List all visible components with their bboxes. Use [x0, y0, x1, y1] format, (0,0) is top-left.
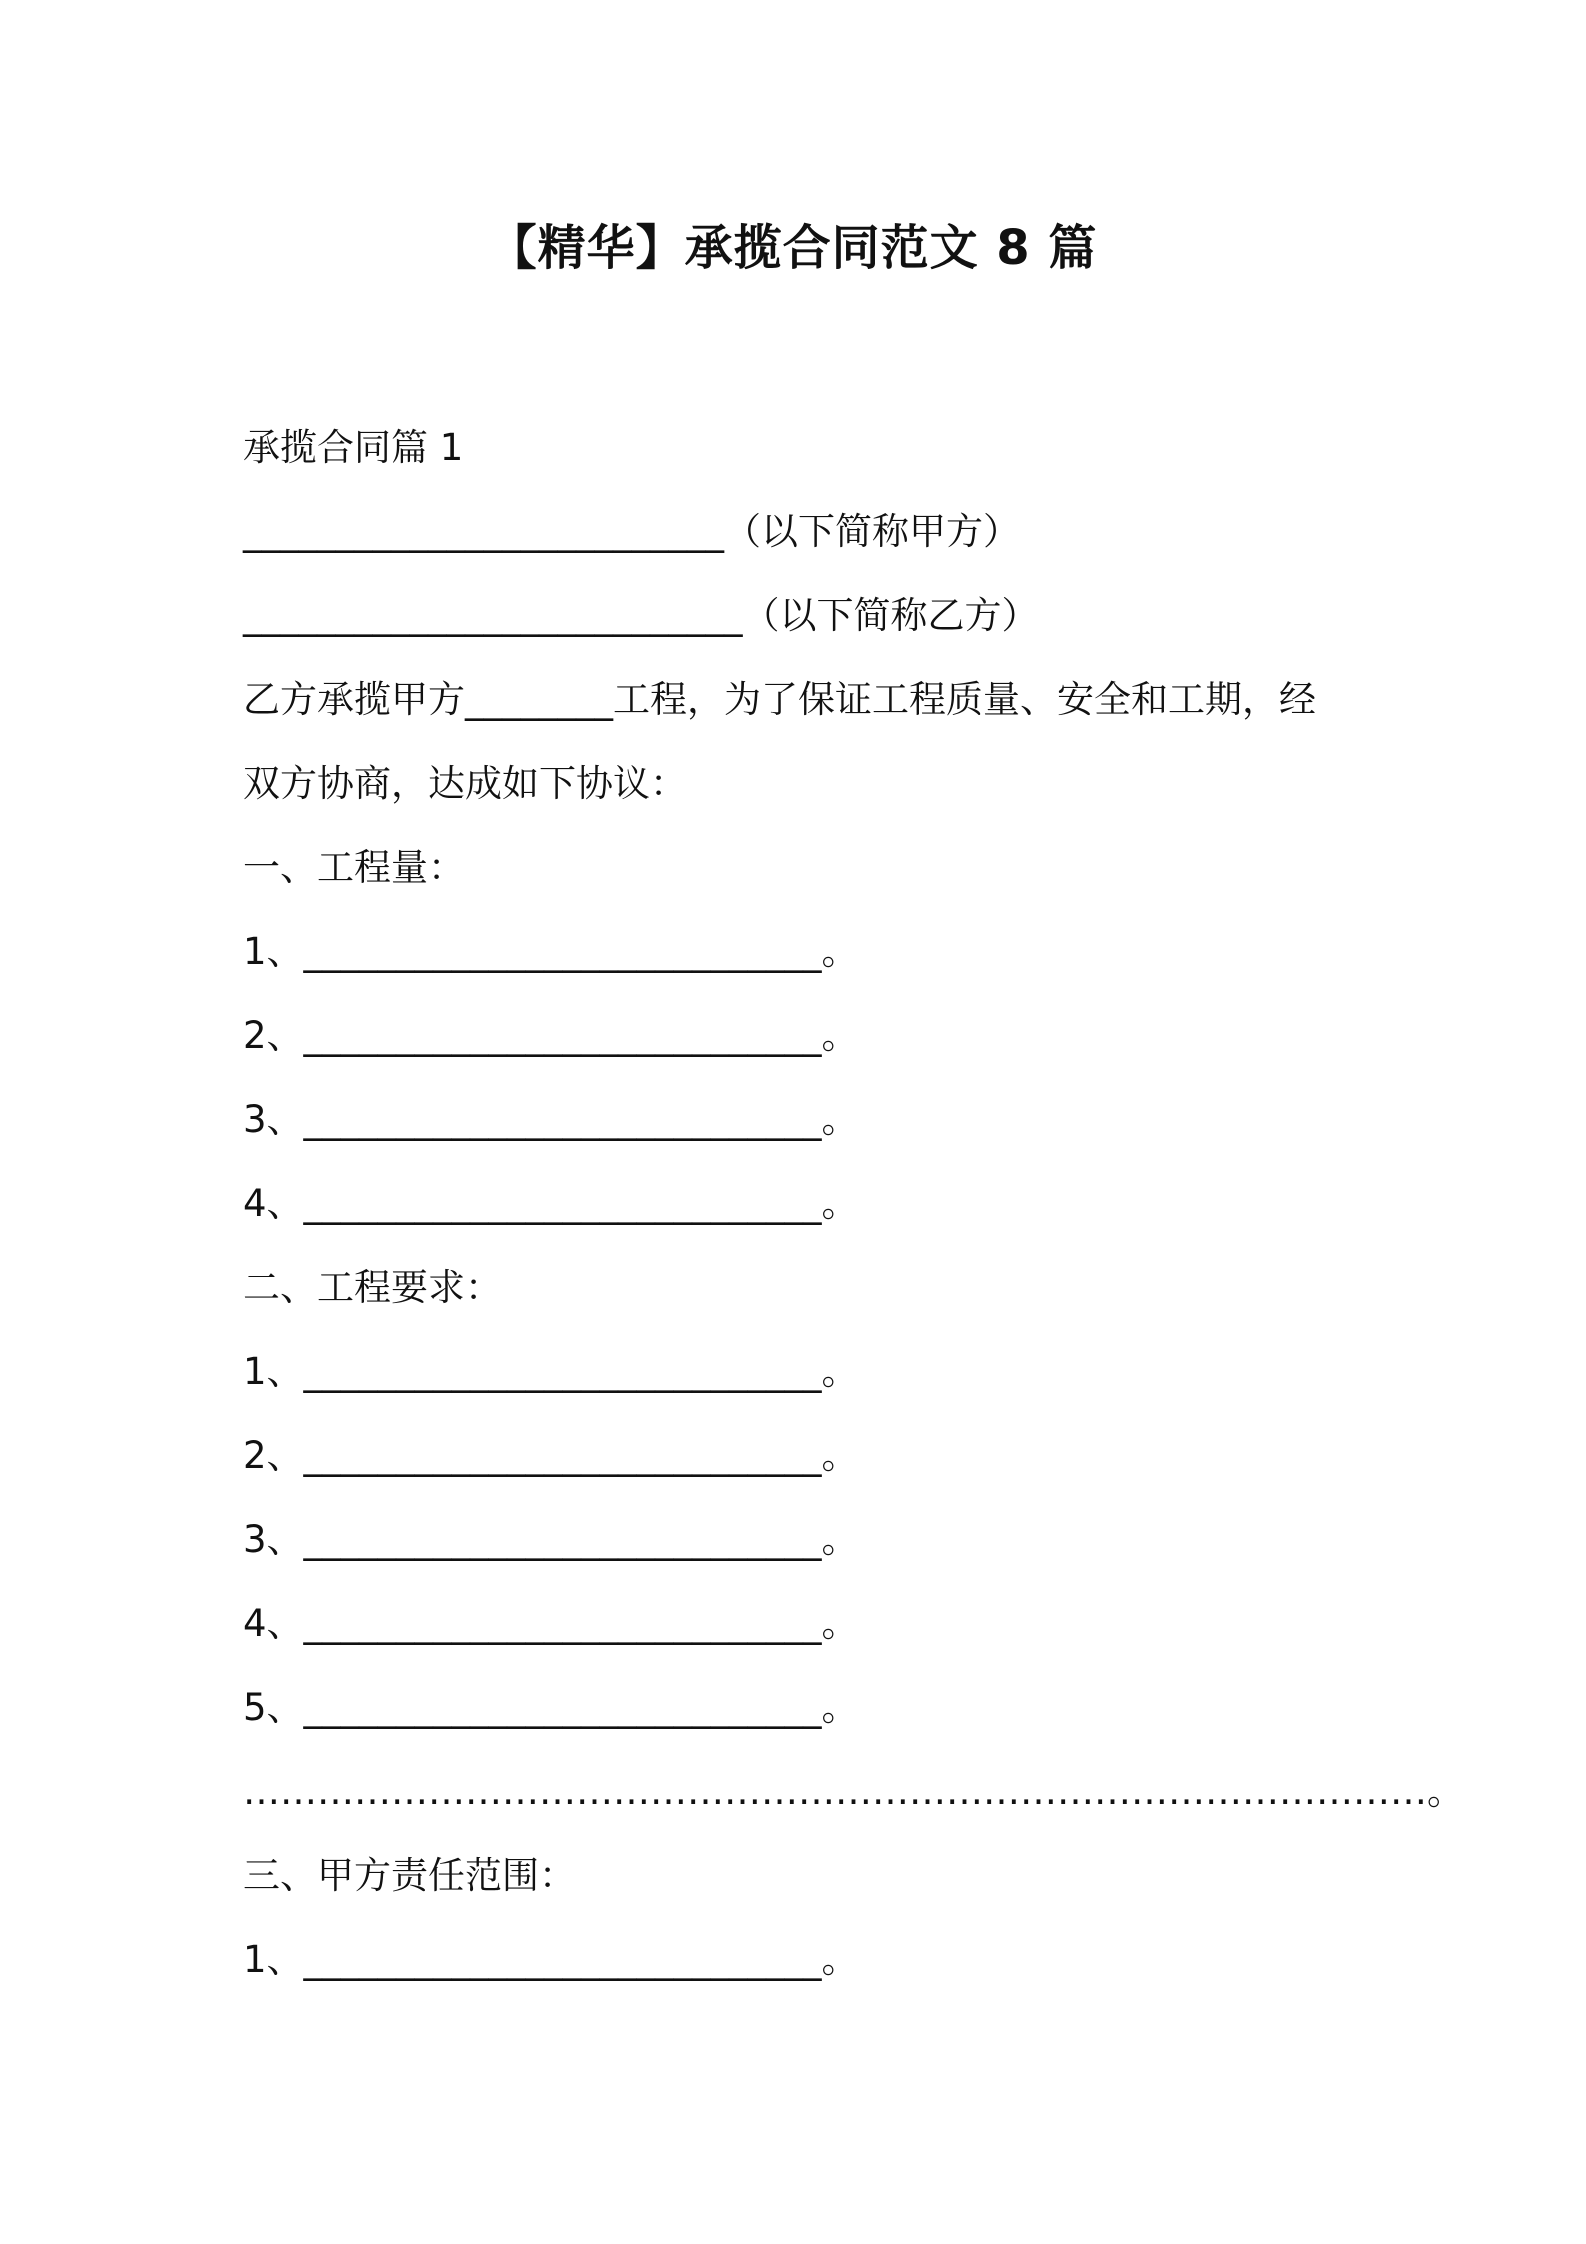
section-2-item-4: 4、____________________________。	[243, 1602, 859, 1645]
section-3-item-1: 1、____________________________。	[243, 1938, 859, 1981]
party-a-line: __________________________（以下简称甲方）	[243, 510, 1020, 553]
section-3-title: 三、甲方责任范围：	[243, 1854, 576, 1897]
document-title: 【精华】承揽合同范文 8 篇	[488, 220, 1098, 276]
section-1-title: 一、工程量：	[243, 846, 465, 889]
section-2-item-2: 2、____________________________。	[243, 1434, 859, 1477]
section-2-item-3: 3、____________________________。	[243, 1518, 859, 1561]
document-body	[243, 406, 1464, 2002]
section-1-item-4: 4、____________________________。	[243, 1182, 859, 1225]
section-2-title: 二、工程要求：	[243, 1266, 502, 1309]
section-2-item-5: 5、____________________________。	[243, 1686, 859, 1729]
intro-line-2: 双方协商，达成如下协议：	[243, 762, 687, 805]
ellipsis-line: ……………………………………………………………………………………。	[243, 1770, 1464, 1813]
section-2-item-1: 1、____________________________。	[243, 1350, 859, 1393]
intro-line-1: 乙方承揽甲方________工程，为了保证工程质量、安全和工期，经	[243, 678, 1316, 721]
section-1-item-2: 2、____________________________。	[243, 1014, 859, 1057]
section-1-item-3: 3、____________________________。	[243, 1098, 859, 1141]
section-1-item-1: 1、____________________________。	[243, 930, 859, 973]
contract-heading: 承揽合同篇 1	[243, 426, 464, 469]
party-b-line: ___________________________（以下简称乙方）	[243, 594, 1039, 637]
